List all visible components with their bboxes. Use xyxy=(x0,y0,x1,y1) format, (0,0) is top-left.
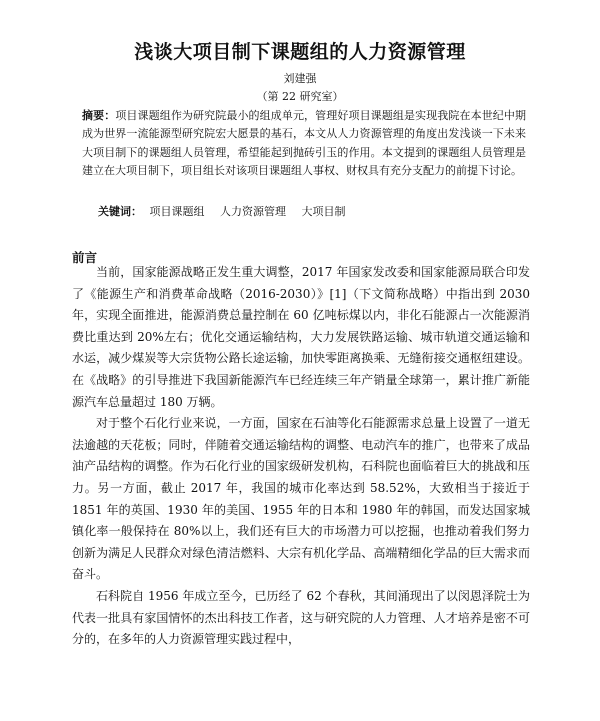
keyword-item: 大项目制 xyxy=(301,205,346,218)
body-paragraph: 对于整个石化行业来说，一方面，国家在石油等化石能源需求总量上设置了一道无法逾越的天花板；同时，伴随着交通运输结构的调整、电动汽车的推广，也带来了成品油产品结构的调整。作为石化行业的国家级研发机构，石科院也面临着巨大的挑战和压力。另一方面，截止 2017 年，我国的城市化率达到 58.52%，大致相当于接近于 1851 年的英国、1930 年的美国、1955 年的日本和 1980 年的韩国，而发达国家城镇化率一般保持在 80%以上，我们还有巨大的市场潜力可以挖掘，也推动着我们努力创新为满足人民群众对绿色清洁燃料、大宗有机化学品、高端精细化学品的巨大需求而奋斗。 xyxy=(72,416,530,582)
author-name: 刘建强 xyxy=(283,72,317,85)
abstract xyxy=(82,107,526,181)
keywords xyxy=(98,203,528,219)
abstract-label: 摘要： xyxy=(82,109,116,122)
abstract-text: 项目课题组作为研究院最小的组成单元，管理好项目课题组是实现我院在本世纪中期成为世界一流能源型研究院宏大愿景的基石，本文从人力资源管理的角度出发浅谈一下未来大项目制下的课题组人员管理，希望能起到抛砖引玉的作用。本文提到的课题组人员管理是建立在大项目制下，项目组长对该项目课题组人事权、财权具有充分支配力的前提下讨论。 xyxy=(82,109,527,178)
body-paragraph: 石科院自 1956 年成立至今，已历经了 62 个春秋，其间涌现出了以闵恩泽院士为代表一批具有家国情怀的杰出科技工作者，这与研究院的人力管理、人才培养是密不可分的，在多年的人力资源管理实践过程中， xyxy=(72,588,530,647)
body-paragraph: 当前，国家能源战略正发生重大调整，2017 年国家发改委和国家能源局联合印发了《能源生产和消费革命战略（2016-2030）》[1]（下文简称战略）中指出到 2030 年，实现全面推进，能源消费总量控制在 60 亿吨标煤以内，非化石能源占一次能源消费比重达到 20%左右；优化交通运输结构，大力发展铁路运输、城市轨道交通运输和水运，减少煤炭等大宗货物公路长途运输，加快零距离换乘、无缝衔接交通枢纽建设。在《战略》的引导推进下我国新能源汽车已经连续三年产销量全球第一，累计推广新能源汽车总量超过 180 万辆。 xyxy=(72,265,530,409)
paper-title: 浅谈大项目制下课题组的人力资源管理 xyxy=(134,41,466,63)
author-affiliation: （第 22 研究室） xyxy=(256,90,344,103)
section-heading: 前言 xyxy=(72,250,98,265)
keywords-label: 关键词： xyxy=(98,205,142,218)
keyword-item: 人力资源管理 xyxy=(220,205,286,218)
keyword-item: 项目课题组 xyxy=(149,205,205,218)
section-body xyxy=(72,262,530,651)
